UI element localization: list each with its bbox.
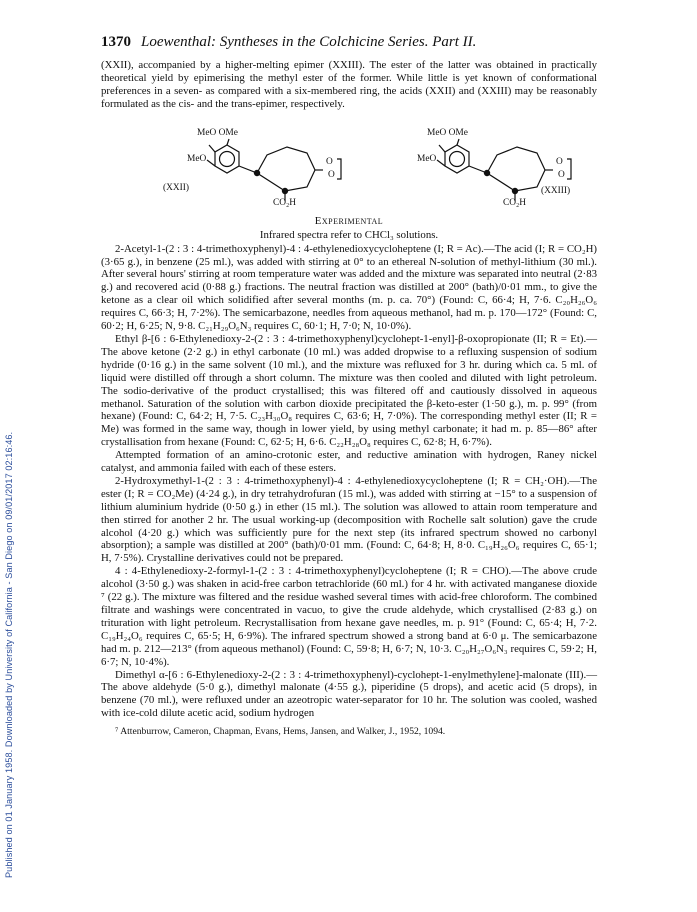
methoxy-bond-left-c <box>207 160 215 166</box>
ketal-bracket-left <box>337 159 341 179</box>
benzene-circle-left <box>220 151 235 166</box>
methoxy-bond-right-a <box>439 145 445 152</box>
running-title: Loewenthal: Syntheses in the Colchicine Series. Part II. <box>141 34 477 50</box>
methoxy-top-label-left: MeO OMe <box>197 127 238 138</box>
carboxyl-label-left: CO₂H <box>273 197 297 208</box>
ketal-oxygen-right-a: O <box>556 156 563 167</box>
paragraph-ethyl-ester: Ethyl β-[6 : 6-Ethylenedioxy-2-(2 : 3 : 4-trimethoxyphenyl)cyclohept-1-enyl]-β-oxopropionate (II; R = Et).—The above ketone (2·2 g.) in ethyl carbonate (10 ml.) was added dropwise to a refluxing suspension of sodium hydride (0·16 g.) in the same solvent (10 ml.), and the mixture was refluxed for 3 hr. during which ca. 5 ml. of liquid were distilled off through a short column. The mixture was then cooled and diluted with light petroleum. The sodio-derivative of the product crystallised; this was filtered off and cautiously dissolved in aqueous methanol. Saturation of the solution with carbon dioxide precipitated the β-keto-ester (1·50 g.), m. p. 99° (from hexane) (Found: C, 64·2; H, 7·5. C₂₃H₃₀O₈ requires C, 63·6; H, 7·0%). The corresponding methyl ester (II; R = Me) was formed in the same way, though in lower yield, by using methyl carbonate; it had m. p. 85—86° after crystallisation from hexane (Found: C, 62·5; H, 6·6. C₂₂H₂₈O₈ requires C, 62·8; H, 6·7%). <box>101 332 597 449</box>
ketal-oxygen-right-b: O <box>558 169 565 180</box>
ketal-oxygen-left-a: O <box>326 156 333 167</box>
ketal-bracket-right <box>567 159 571 179</box>
methoxy-top-label-right: MeO OMe <box>427 127 468 138</box>
paragraph-amination: Attempted formation of an amino-crotonic ester, and reductive amination with hydrogen, Raney nickel catalyst, and ammonia failed with each of these esters. <box>101 449 597 475</box>
methoxy-bond-left-a <box>209 145 215 152</box>
journal-page <box>101 34 597 738</box>
section-heading: Experimental <box>314 214 384 227</box>
download-watermark-text: Published on 01 January 1958. Downloaded by University of California - San Diego on 09/01/2017 02:16:46. <box>4 431 14 878</box>
carboxyl-label-right: CO₂H <box>503 197 527 208</box>
paragraph-acetyl: 2-Acetyl-1-(2 : 3 : 4-trimethoxyphenyl)-4 : 4-ethylenedioxycycloheptene (I; R = Ac).—The acid (I; R = CO₂H) (3·65 g.), in benzene (25 ml.), was added with stirring at 0° to an ethereal N-solution of methyl-lithium (30 ml.). After several hours' stirring at room temperature water was added and the mixture was separated into neutral (2·83 g.) and recovered acid (0·88 g.) fractions. The neutral fraction was distilled at 200° (bath)/0·01 mm., to give the ketone as a clear oil which solidified after several months (m. p. ca. 70°) (Found: C, 66·4; H, 7·6. C₂₀H₂₆O₆ requires C, 66·3; H, 7·2%). The semicarbazone, needles from aqueous methanol, had m. p. 170—172° (Found: C, 60·2; H, 6·25; N, 9·8. C₂₁H₂₉O₆N₃ requires C, 60·1; H, 7·0; N, 10·0%). <box>101 242 597 333</box>
methoxy-bond-left-b <box>227 139 229 145</box>
paragraph-formyl: 4 : 4-Ethylenedioxy-2-formyl-1-(2 : 3 : 4-trimethoxyphenyl)cycloheptene (I; R = CHO).—The above crude alcohol (3·50 g.) was shaken in acid-free carbon tetrachloride (60 ml.) for 4 hr. with activated manganese dioxide ⁷ (22 g.). The mixture was filtered and the residue washed several times with acid-free chloroform. The combined filtrate and washings were concentrated in vacuo, to give the crude aldehyde, which crystallised (2·83 g.) on trituration with light petroleum. Recrystallisation from hexane gave needles, m. p. 91° (Found: C, 65·4; H, 7·2. C₁₉H₂₄O₆ requires C, 65·5; H, 6·9%). The infrared spectrum showed a strong band at 6·0 μ. The semicarbazone had m. p. 212—213° (from aqueous methanol) (Found: C, 59·8; H, 6·7; N, 10·3. C₂₀H₂₇O₆N₃ requires C, 59·2; H, 6·7; N, 10·4%). <box>101 565 597 668</box>
paragraph-hydroxymethyl: 2-Hydroxymethyl-1-(2 : 3 : 4-trimethoxyphenyl)-4 : 4-ethylenedioxycycloheptene (I; R = CH₂·OH).—The ester (I; R = CO₂Me) (4·24 g.), in dry tetrahydrofuran (15 ml.), was added with stirring at −15° to a suspension of lithium aluminium hydride (0·50 g.) in ether (15 ml.). The solution was allowed to attain room temperature and then stirred for another 2 hr. The usual working-up (decomposition with Rochelle salt solution) gave the crude alcohol (4·20 g.) which was sufficiently pure for the next step (its infrared spectrum showed no carbonyl absorption); a sample was distilled at 200° (bath)/0·01 mm. (Found: C, 64·8; H, 8·0. C₁₉H₂₆O₆ requires C, 65·1; H, 7·5%). Crystalline derivatives could not be prepared. <box>101 474 597 565</box>
ketal-oxygen-left-b: O <box>328 169 335 180</box>
cycloheptane-right <box>487 147 545 191</box>
download-watermark <box>2 40 16 880</box>
benzene-circle-right <box>450 151 465 166</box>
compound-label-xxii: (XXII) <box>163 182 190 193</box>
running-head <box>101 34 597 51</box>
paragraph-malonate: Dimethyl α-[6 : 6-Ethylenedioxy-2-(2 : 3 : 4-trimethoxyphenyl)-cyclohept-1-enylmethylene]-malonate (III).—The above aldehyde (5·0 g.), dimethyl malonate (4·55 g.), piperidine (5 drops), and acetic acid (5 drops), in benzene (70 ml.), were refluxed under an azeotropic water-separator for 10 hr. The solution was cooled, washed with ice-cold dilute acetic acid, sodium hydrogen <box>101 668 597 720</box>
compound-label-xxiii: (XXIII) <box>541 185 571 196</box>
structure-figure <box>101 115 597 209</box>
page-number: 1370 <box>101 34 131 50</box>
footnote: ⁷ Attenburrow, Cameron, Chapman, Evans, Hems, Jansen, and Walker, J., 1952, 1094. <box>115 726 446 738</box>
benzene-ring-left <box>215 145 239 173</box>
structure-drawing <box>101 115 597 209</box>
methoxy-ring-label-right: MeO <box>417 153 437 164</box>
cycloheptane-left <box>257 147 315 191</box>
infrared-note: Infrared spectra refer to CHCl₃ solutions. <box>259 228 439 241</box>
benzene-ring-right <box>445 145 469 173</box>
methoxy-bond-right-c <box>437 160 445 166</box>
methoxy-bond-right-b <box>457 139 459 145</box>
methoxy-ring-label-left: MeO <box>187 153 207 164</box>
intro-paragraph: (XXII), accompanied by a higher-melting epimer (XXIII). The ester of the latter was obtained in practically theoretical yield by epimerising the methyl ester of the former. While little is yet known of conformational preferences in a seven- as compared with a six-membered ring, the acids (XXII) and (XXIII) may be reasonably formulated as the cis- and the trans-epimer, respectively. <box>101 59 597 110</box>
